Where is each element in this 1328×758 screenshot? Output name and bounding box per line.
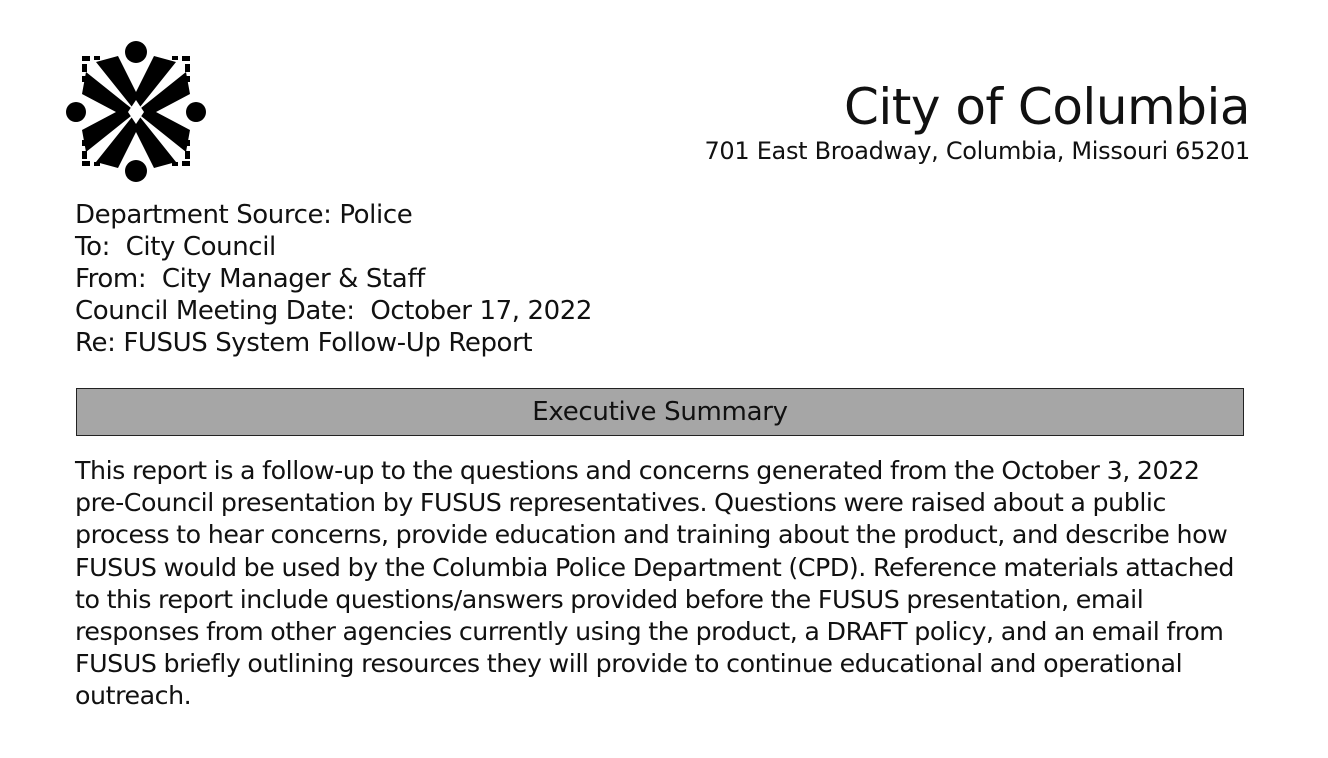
executive-summary-body: This report is a follow-up to the questions and concerns generated from the October 3, 2022 pre-Council presentation by FUSUS representatives. Questions were raised about a public process to hear concerns, provide education and training about the product, and describe how FUSUS would be used by the Columbia Police Department (CPD). Reference materials attached to this report include questions/answers provided before the FUSUS presentation, email responses from other agencies currently using the product, a DRAFT policy, and an email from FUSUS briefly outlining resources they will provide to continue educational and operational outreach.: [75, 456, 1235, 711]
city-header: [704, 78, 1250, 166]
city-logo-icon: [66, 40, 206, 182]
executive-summary-title: Executive Summary: [532, 397, 788, 427]
memo-subject: Re: FUSUS System Follow-Up Report: [75, 328, 533, 358]
department-source: Department Source: Police: [75, 200, 413, 230]
memo-from: From: City Manager & Staff: [75, 264, 425, 294]
meeting-date: Council Meeting Date: October 17, 2022: [75, 296, 593, 326]
city-name: City of Columbia: [843, 78, 1250, 136]
city-address: 701 East Broadway, Columbia, Missouri 65201: [704, 137, 1250, 165]
memo-details: [75, 199, 592, 359]
memo-to: To: City Council: [75, 232, 276, 262]
executive-summary-heading: [76, 388, 1244, 436]
